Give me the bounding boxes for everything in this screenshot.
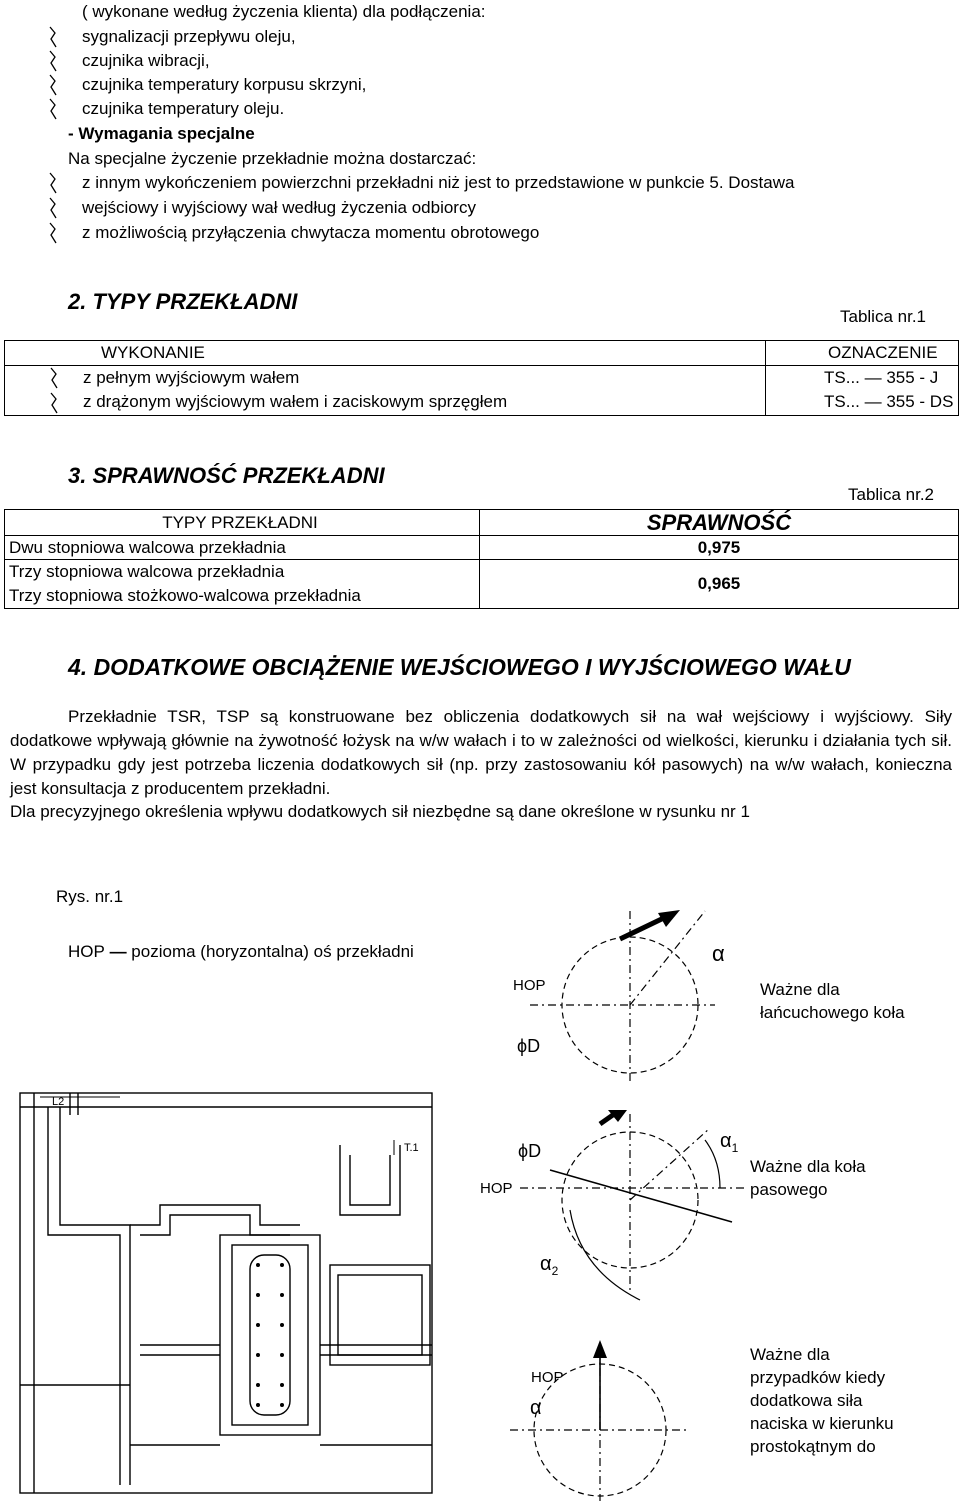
alpha-symbol: α bbox=[540, 1253, 552, 1275]
table-cell-text: Trzy stopniowa walcowa przekładnia bbox=[9, 562, 285, 581]
bullet-icon bbox=[47, 392, 61, 414]
diameter-label: ϕD bbox=[518, 1141, 542, 1161]
bullet-icon bbox=[46, 98, 60, 120]
figure-caption: Rys. nr.1 bbox=[56, 887, 124, 906]
diagram-note: prostokątnym do bbox=[750, 1437, 876, 1456]
hop-label: HOP bbox=[480, 1180, 513, 1197]
paragraph: Przekładnie TSR, TSP są konstruowane bez obliczenia dodatkowych sił na wał wejściowy i wyjściowy. Siły dodatkowe wpływają głównie na żywotność łożysk na w/w wałach i to w zależności od wielkości, kierunku i działania tych sił. W przypadku gdy jest potrzeba liczenia dodatkowych sił (np. przy zastosowaniu kół pasowych) na w/w wałach, konieczna jest konsultacja z producentem przekładni. bbox=[10, 707, 952, 798]
diameter-label: ϕD bbox=[517, 1036, 541, 1056]
alpha-label: α bbox=[712, 941, 725, 966]
special-intro: Na specjalne życzenie przekładnie można dostarczać: bbox=[68, 149, 477, 168]
table-cell bbox=[5, 366, 766, 390]
bullet-icon bbox=[46, 172, 60, 194]
alpha-subscript: 2 bbox=[551, 1264, 559, 1278]
table-cell: TS... — 355 - J bbox=[766, 366, 959, 390]
alpha-label: α bbox=[530, 1397, 542, 1419]
table-cell: Dwu stopniowa walcowa przekładnia bbox=[5, 536, 480, 560]
list-item: sygnalizacji przepływu oleju, bbox=[82, 27, 296, 46]
bullet-icon bbox=[46, 26, 60, 48]
table-header: SPRAWNOŚĆ bbox=[480, 510, 959, 536]
perpendicular-force-diagram bbox=[490, 1320, 730, 1501]
types-table bbox=[4, 340, 959, 416]
intro-line: ( wykonane według życzenia klienta) dla podłączenia: bbox=[82, 2, 486, 21]
table-cell bbox=[5, 390, 766, 416]
drawing-label: T.1 bbox=[404, 1142, 419, 1154]
table-header: OZNACZENIE bbox=[766, 341, 959, 366]
hop-dash: — bbox=[104, 942, 132, 961]
diagram-note: naciska w kierunku bbox=[750, 1414, 894, 1433]
hop-definition: pozioma (horyzontalna) oś przekładni bbox=[131, 942, 414, 961]
list-item: z innym wykończeniem powierzchni przekładni niż jest to przedstawione w punkcie 5. Dostawa bbox=[82, 173, 795, 192]
diagram-note: Ważne dla bbox=[750, 1345, 830, 1364]
list-item: czujnika wibracji, bbox=[82, 51, 210, 70]
alpha-symbol: α bbox=[720, 1130, 732, 1152]
table-cell bbox=[5, 560, 480, 609]
special-heading: - Wymagania specjalne bbox=[68, 124, 255, 143]
section-title: 2. TYPY PRZEKŁADNI bbox=[68, 289, 298, 314]
table-header: TYPY PRZEKŁADNI bbox=[5, 510, 480, 536]
table-label: Tablica nr.1 bbox=[840, 307, 926, 326]
list-item: czujnika temperatury oleju. bbox=[82, 99, 285, 118]
table-header: WYKONANIE bbox=[5, 341, 766, 366]
list-item: wejściowy i wyjściowy wał według życzenia odbiorcy bbox=[82, 198, 476, 217]
belt-pulley-diagram bbox=[480, 1110, 750, 1310]
gearbox-drawing bbox=[0, 1085, 440, 1497]
hop-label: HOP bbox=[531, 1369, 564, 1386]
diagram-note: pasowego bbox=[750, 1180, 828, 1199]
chain-wheel-diagram bbox=[520, 905, 720, 1085]
hop-label: HOP bbox=[513, 977, 546, 994]
section-title: 4. DODATKOWE OBCIĄŻENIE WEJŚCIOWEGO I WYJŚCIOWEGO WAŁU bbox=[68, 654, 851, 680]
efficiency-table bbox=[4, 509, 959, 609]
alpha-label bbox=[720, 1130, 738, 1155]
hop-legend bbox=[68, 942, 414, 962]
drawing-label: L2 bbox=[52, 1096, 65, 1108]
table-cell: 0,975 bbox=[480, 536, 959, 560]
bullet-icon bbox=[46, 74, 60, 96]
bullet-icon bbox=[46, 197, 60, 219]
paragraph: Dla precyzyjnego określenia wpływu dodatkowych sił niezbędne są dane określone w rysunku nr 1 bbox=[10, 802, 750, 821]
table-cell-text: Trzy stopniowa stożkowo-walcowa przekładnia bbox=[9, 586, 361, 605]
hop-abbr: HOP bbox=[68, 942, 105, 961]
list-item: z możliwością przyłączenia chwytacza momentu obrotowego bbox=[82, 223, 540, 242]
table-label: Tablica nr.2 bbox=[848, 485, 934, 504]
table-cell-text: z pełnym wyjściowym wałem bbox=[83, 367, 300, 387]
alpha-label bbox=[540, 1253, 558, 1278]
bullet-icon bbox=[46, 222, 60, 244]
diagram-note: dodatkowa siła bbox=[750, 1391, 863, 1410]
section-title: 3. SPRAWNOŚĆ PRZEKŁADNI bbox=[68, 463, 385, 488]
table-cell: TS... — 355 - DS bbox=[766, 390, 959, 416]
diagram-note: Ważne dla koła bbox=[750, 1157, 866, 1176]
alpha-subscript: 1 bbox=[731, 1141, 739, 1155]
diagram-note: przypadków kiedy bbox=[750, 1368, 886, 1387]
diagram-note: Ważne dla bbox=[760, 980, 840, 999]
bullet-icon bbox=[46, 50, 60, 72]
table-cell: 0,965 bbox=[480, 560, 959, 609]
bullet-icon bbox=[47, 367, 61, 389]
list-item: czujnika temperatury korpusu skrzyni, bbox=[82, 75, 367, 94]
diagram-note: łańcuchowego koła bbox=[760, 1003, 905, 1022]
table-cell-text: z drążonym wyjściowym wałem i zaciskowym sprzęgłem bbox=[83, 392, 508, 412]
